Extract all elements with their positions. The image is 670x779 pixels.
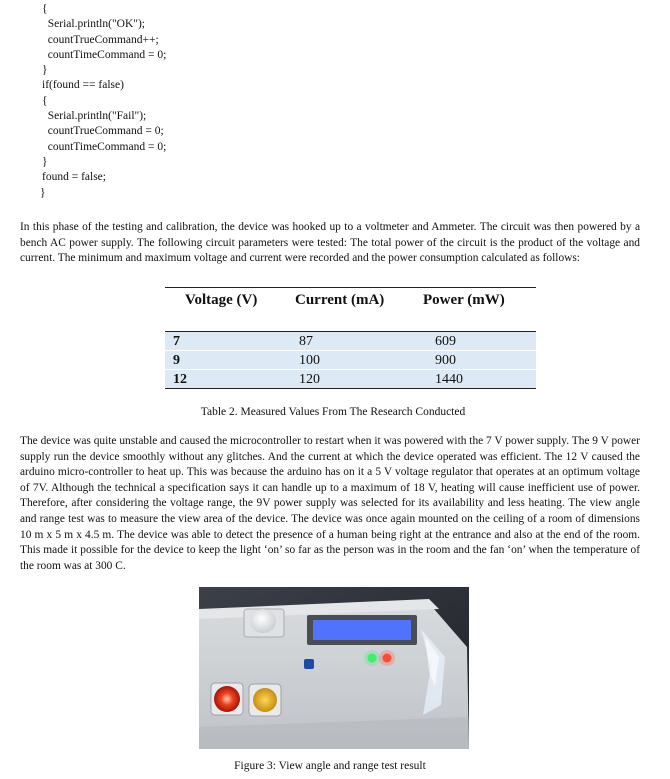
code-line: if(found == false) — [42, 79, 124, 92]
code-line: { — [42, 94, 48, 107]
code-line: countTrueCommand++; — [42, 33, 159, 46]
code-line: Serial.println("OK"); — [42, 18, 145, 31]
cell-voltage: 9 — [165, 351, 285, 370]
cell-current: 120 — [285, 370, 423, 389]
paragraph-testing-intro: In this phase of the testing and calibration, the device was hooked up to a voltmeter and Ammeter. The circuit was then powered by a bench AC power supply. The following circuit parameters were tested: The total power of the circuit is the product of the voltage and current. The minimum and maximum voltage and current were recorded and the power consumption calculated as follows: — [20, 221, 640, 265]
cell-voltage: 12 — [165, 370, 285, 389]
code-line: { — [42, 3, 48, 15]
code-line: found = false; — [42, 171, 106, 184]
table-header-power: Power (mW) — [423, 292, 505, 308]
table-caption: Table 2. Measured Values From The Research Conducted — [200, 406, 466, 418]
yellow-indicator-lamp — [253, 688, 277, 712]
table-row — [165, 332, 536, 351]
table-header-voltage: Voltage (V) — [185, 292, 258, 308]
table-row — [165, 370, 536, 389]
red-indicator-lamp — [214, 686, 240, 712]
code-line: Serial.println("Fail"); — [42, 110, 147, 123]
small-switch — [304, 659, 314, 669]
cell-voltage: 7 — [173, 333, 180, 349]
table-row — [165, 351, 536, 370]
cell-current: 87 — [299, 333, 313, 349]
code-line: } — [42, 155, 48, 168]
figure-caption: Figure 3: View angle and range test result — [234, 760, 426, 772]
table-header-row — [165, 288, 536, 319]
cell-current: 100 — [285, 351, 423, 370]
measured-values-table — [165, 287, 536, 389]
cell-power: 1440 — [423, 370, 536, 389]
code-snippet — [30, 2, 166, 201]
cell-power: 609 — [435, 333, 456, 349]
table-header-current: Current (mA) — [295, 292, 385, 308]
pir-dome — [250, 609, 276, 633]
code-line: } — [42, 64, 48, 77]
code-line: countTrueCommand = 0; — [42, 125, 164, 138]
paragraph-results-discussion: The device was quite unstable and caused the microcontroller to restart when it was powered with the 7 V power supply. The 9 V power supply run the device smoothly without any glitches. And the current at which the device operated was efficient. The 12 V caused the arduino micro-controller to heat up. This was because the arduino has on it a 5 V voltage regulator that operates at an optimum voltage of 7V. Although the technical a specification says it can handle up to a maximum of 18 V, heating will cause inefficient use of power. Therefore, after considering the voltage range, the 9V power supply was selected for its availability and less heating. The view angle and range test was to measure the view area of the device. The device was once again mounted on the ceiling of a room of dimensions 10 m x 5 m x 4.5 m. The device was able to detect the presence of a human being right at the entrance and also at the end of the room. This made it possible for the device to keep the light ‘on’ so far as the person was in the room and the fan ‘on’ when the temperature of the room was at 300 C. — [20, 435, 640, 572]
code-line: countTimeCommand = 0; — [42, 140, 167, 153]
device-photo — [199, 587, 469, 749]
cell-power: 900 — [423, 351, 536, 370]
code-line: } — [40, 186, 46, 199]
code-line: countTimeCommand = 0; — [42, 48, 167, 61]
